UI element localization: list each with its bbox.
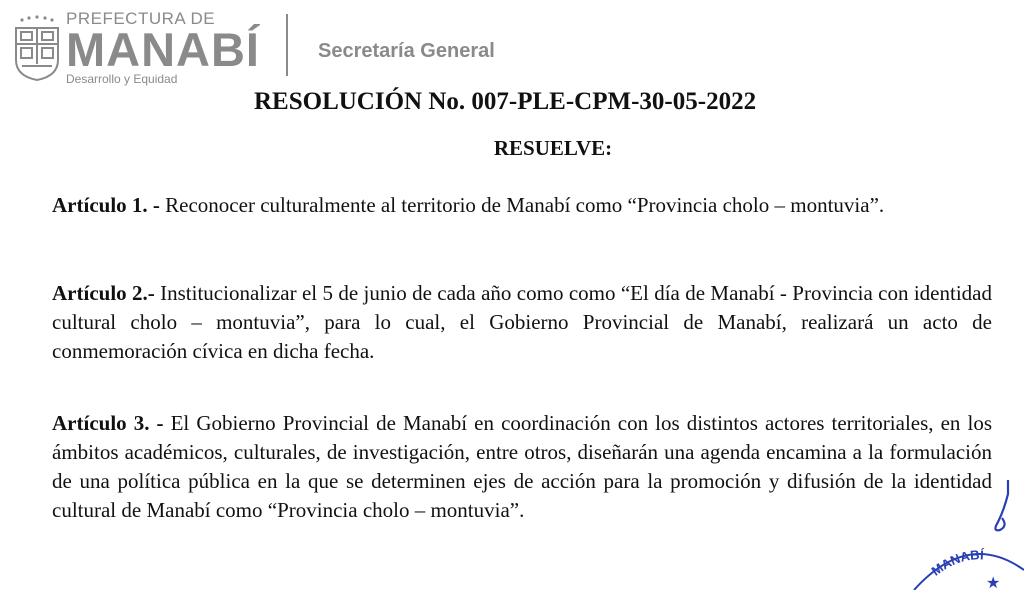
resolution-subtitle: RESUELVE: [493,136,613,160]
logo-line-manabi: MANABÍ [66,23,260,76]
letterhead [0,0,1024,90]
province-crest-icon [10,14,64,82]
article-2 [52,279,992,366]
stamp-star-icon: ★ [986,575,1001,590]
logo-line-prefectura: PREFECTURA DE [66,9,216,28]
stamp-text: MANABÍ [928,547,985,579]
article-1 [52,191,992,220]
article-2-text: Institucionalizar el 5 de junio de cada año como como “El día de Manabí - Provincia con identidad cultural cholo – montuvia”, para lo cual, el Gobierno Provincial de Manabí, realizará un acto de conmemoración cívica en dicha fecha. [52,281,992,363]
official-stamp [912,540,1024,590]
logo-tagline: Desarrollo y Equidad [66,72,178,86]
article-1-text: Reconocer culturalmente al territorio de Manabí como “Provincia cholo – montuvia”. [159,193,885,217]
logo-wordmark [66,10,260,86]
svg-text:MANABÍ [929,547,985,579]
resolution-title: RESOLUCIÓN No. 007-PLE-CPM-30-05-2022 [254,88,757,115]
article-2-heading: Artículo 2.- [52,281,155,305]
header-divider [286,14,288,76]
article-3-text: El Gobierno Provincial de Manabí en coordinación con los distintos actores territoriales, en los ámbitos académicos, culturales, de investigación, entre otros, diseñarán una agenda encamina a la formulación de una política pública en la que se determinen ejes de acción para la promoción y difusión de la identidad cultural de Manabí como “Provincia cholo – montuvia”. [52,411,992,522]
article-3-heading: Artículo 3. - [52,411,164,435]
article-3 [52,409,992,525]
article-1-heading: Artículo 1. - [52,193,160,217]
department-name: Secretaría General [318,40,495,62]
